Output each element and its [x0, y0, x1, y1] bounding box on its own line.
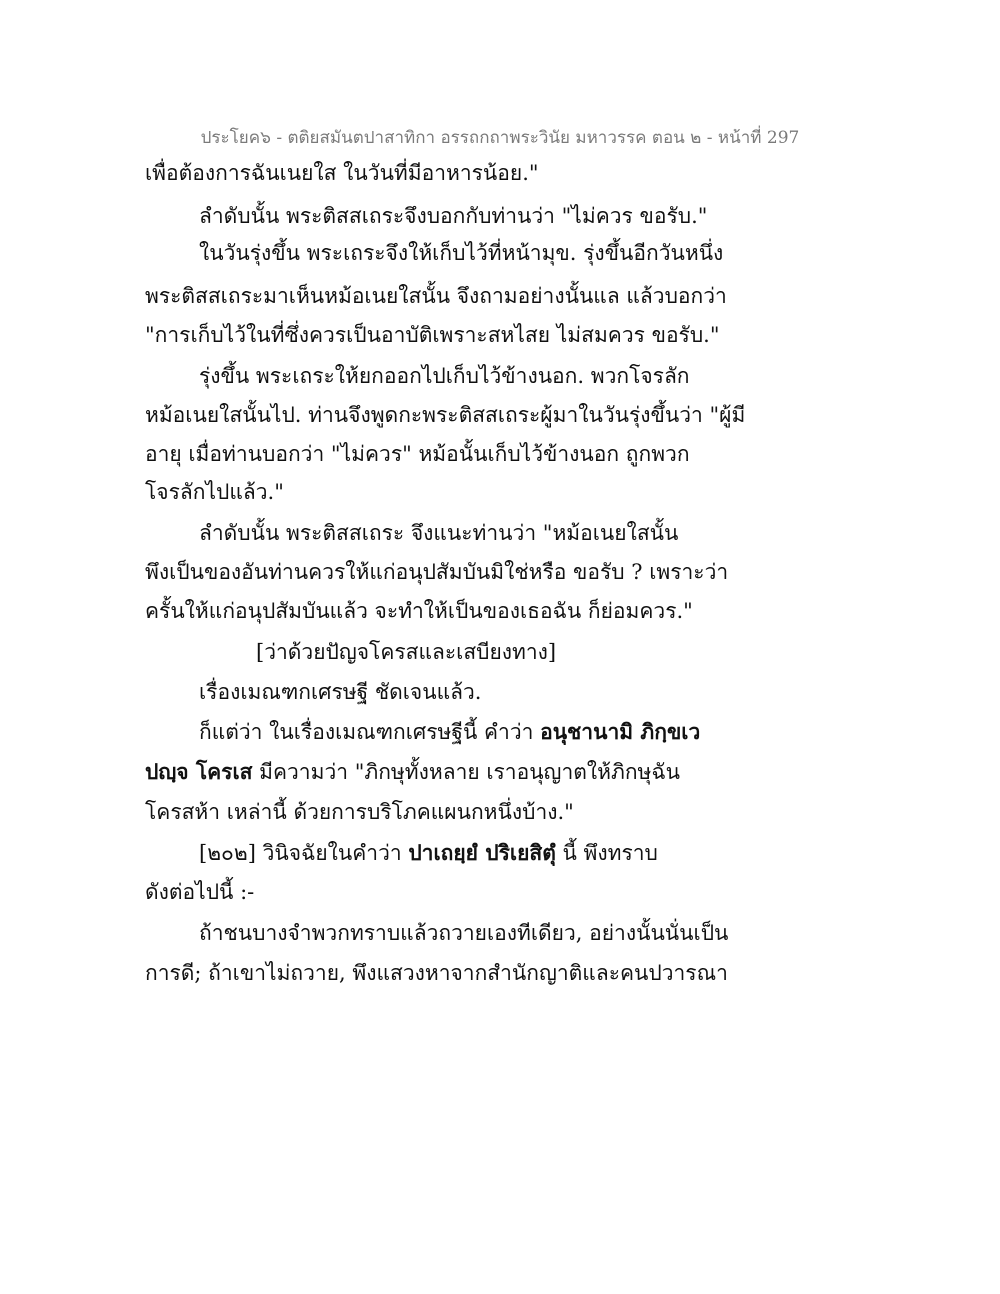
text-line: อายุ เมื่อท่านบอกว่า "ไม่ควร" หม้อนั้นเก็บไว้ข้างนอก ถูกพวก	[145, 442, 690, 466]
pali-term: ปาเถยฺยํ ปริเยสิตุํ	[408, 840, 556, 865]
text-line: เรื่องเมณฑกเศรษฐี ชัดเจนแล้ว.	[199, 680, 482, 704]
text-line: ในวันรุ่งขึ้น พระเถระจึงให้เก็บไว้ที่หน้ามุข. รุ่งขึ้นอีกวันหนึ่ง	[199, 241, 724, 265]
text-line: "การเก็บไว้ในที่ซึ่งควรเป็นอาบัติเพราะสหไสย ไม่สมควร ขอรับ."	[145, 323, 720, 347]
pali-term: ปญฺจ โครเส	[145, 759, 253, 784]
text-line: โจรลักไปแล้ว."	[145, 480, 284, 504]
text-line	[199, 838, 658, 868]
text-line: โครสห้า เหล่านี้ ด้วยการบริโภคแผนกหนึ่งบ้าง."	[145, 800, 574, 824]
text-line: หม้อเนยใสนั้นไป. ท่านจึงพูดกะพระติสสเถระผู้มาในวันรุ่งขึ้นว่า "ผู้มี	[145, 403, 746, 427]
text-line: พระติสสเถระมาเห็นหม้อเนยใสนั้น จึงถามอย่างนั้นแล แล้วบอกว่า	[145, 284, 727, 308]
text-line	[145, 757, 680, 787]
text-span: มีความว่า "ภิกษุทั้งหลาย เราอนุญาตให้ภิกษุฉัน	[252, 760, 681, 784]
text-line: ครั้นให้แก่อนุปสัมบันแล้ว จะทำให้เป็นของเธอฉัน ก็ย่อมควร."	[145, 599, 693, 623]
text-line: ลำดับนั้น พระติสสเถระจึงบอกกับท่านว่า "ไม่ควร ขอรับ."	[199, 204, 708, 228]
text-span: นี้ พึงทราบ	[555, 841, 658, 865]
text-span: [๒๐๒] วินิจฉัยในคำว่า	[199, 841, 409, 865]
text-line: การดี; ถ้าเขาไม่ถวาย, พึงแสวงหาจากสำนักญาติและคนปวารณา	[145, 961, 728, 985]
text-line: ดังต่อไปนี้ :-	[145, 880, 255, 904]
text-line: รุ่งขึ้น พระเถระให้ยกออกไปเก็บไว้ข้างนอก. พวกโจรลัก	[199, 364, 690, 388]
text-line: ลำดับนั้น พระติสสเถระ จึงแนะท่านว่า "หม้อเนยใสนั้น	[199, 521, 679, 545]
pali-term: อนุชานามิ ภิกฺขเว	[540, 719, 701, 744]
text-line: เพื่อต้องการฉันเนยใส ในวันที่มีอาหารน้อย."	[145, 161, 539, 185]
text-line: ถ้าชนบางจำพวกทราบแล้วถวายเองทีเดียว, อย่างนั้นนั่นเป็น	[199, 921, 729, 945]
text-line	[199, 717, 700, 747]
text-span: ก็แต่ว่า ในเรื่องเมณฑกเศรษฐีนี้ คำว่า	[199, 720, 541, 744]
page-header: ประโยค๖ - ตติยสมันตปาสาทิกา อรรถกถาพระวินัย มหาวรรค ตอน ๒ - หน้าที่ 297	[200, 128, 800, 148]
text-line: พึงเป็นของอันท่านควรให้แก่อนุปสัมบันมิใช่หรือ ขอรับ ? เพราะว่า	[145, 560, 729, 584]
section-heading: [ว่าด้วยปัญจโครสและเสบียงทาง]	[256, 640, 557, 664]
